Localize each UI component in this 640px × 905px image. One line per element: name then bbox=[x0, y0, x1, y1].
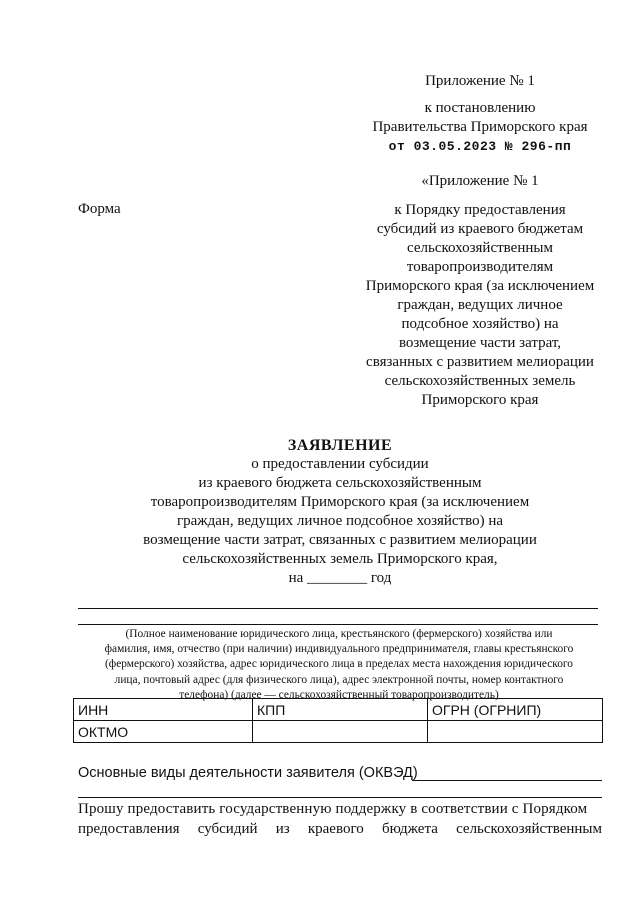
annex-block bbox=[340, 172, 620, 410]
statement-title: ЗАЯВЛЕНИЕ bbox=[287, 437, 393, 454]
annex-line: возмещение части затрат, bbox=[398, 335, 562, 351]
request-word: субсидий bbox=[197, 821, 258, 837]
applicant-name-line-2 bbox=[78, 624, 598, 625]
identifiers-table bbox=[73, 698, 603, 743]
appendix-header bbox=[360, 72, 600, 156]
government-line: Правительства Приморского края bbox=[372, 119, 588, 135]
note-line: телефона) (далее — сельскохозяйственный товаропроизводитель) bbox=[179, 688, 499, 701]
appendix-title: Приложение № 1 bbox=[425, 73, 535, 89]
statement-line: о предоставлении субсидии bbox=[251, 456, 429, 472]
statement-line: возмещение части затрат, связанных с развитием мелиорации bbox=[143, 532, 537, 548]
annex-line: граждан, ведущих личное bbox=[397, 297, 563, 313]
statement-line: из краевого бюджета сельскохозяйственным bbox=[198, 475, 482, 491]
note-line: (Полное наименование юридического лица, крестьянского (фермерского) хозяйства или bbox=[125, 628, 553, 640]
request-word: краевого bbox=[307, 821, 364, 837]
table-row bbox=[74, 721, 603, 743]
note-line: лица, почтовый адрес (для физического лица), адрес электронной почты, номер контактного bbox=[114, 673, 564, 686]
annex-line: к Порядку предоставления bbox=[394, 202, 566, 218]
empty-cell bbox=[253, 721, 428, 743]
annex-line: сельскохозяйственным bbox=[407, 240, 553, 256]
table-row bbox=[74, 699, 603, 721]
annex-title: «Приложение № 1 bbox=[421, 173, 539, 189]
annex-line: товаропроизводителям bbox=[406, 259, 554, 275]
resolution-line: к постановлению bbox=[424, 100, 536, 116]
annex-line: связанных с развитием мелиорации bbox=[366, 354, 594, 370]
statement-line: товаропроизводителям Приморского края (за исключением bbox=[150, 494, 530, 510]
inn-cell: ИНН bbox=[74, 699, 253, 721]
annex-line: подсобное хозяйство) на bbox=[401, 316, 559, 332]
form-label: Форма bbox=[78, 201, 121, 217]
request-text: Прошу предоставить государственную поддержку в соответствии с Порядком bbox=[78, 801, 588, 817]
statement-line: сельскохозяйственных земель Приморского края, bbox=[182, 551, 498, 567]
request-word: бюджета bbox=[381, 821, 438, 837]
applicant-name-line bbox=[78, 608, 598, 609]
statement-block bbox=[40, 436, 640, 588]
annex-line: Приморского края bbox=[421, 392, 539, 408]
year-blank: ________ bbox=[307, 570, 368, 586]
resolution-date-number: от 03.05.2023 № 296-пп bbox=[388, 139, 572, 154]
kpp-cell: КПП bbox=[253, 699, 428, 721]
statement-line: граждан, ведущих личное подсобное хозяйство) на bbox=[176, 513, 504, 529]
activities-line-2 bbox=[78, 797, 602, 798]
request-line-1 bbox=[78, 799, 602, 819]
annex-line: субсидий из краевого бюджетам bbox=[376, 221, 584, 237]
annex-line: сельскохозяйственных земель bbox=[384, 373, 576, 389]
annex-line: Приморского края (за исключением bbox=[365, 278, 595, 294]
note-line: фамилия, имя, отчество (при наличии) индивидуального предпринимателя, главы крестьянского bbox=[104, 643, 574, 656]
request-line-2 bbox=[78, 819, 602, 839]
oktmo-cell: ОКТМО bbox=[74, 721, 253, 743]
applicant-note bbox=[76, 627, 602, 703]
note-line: (фермерского) хозяйства, адрес юридического лица в пределах места нахождения юридического bbox=[105, 658, 573, 671]
request-paragraph bbox=[78, 799, 602, 839]
year-prefix: на bbox=[288, 570, 304, 586]
request-word: предоставления bbox=[78, 821, 180, 837]
request-word: из bbox=[275, 821, 290, 837]
activities-blank-line bbox=[412, 780, 602, 781]
year-suffix: год bbox=[370, 570, 392, 586]
statement-year-line bbox=[40, 569, 640, 588]
ogrn-cell: ОГРН (ОГРНИП) bbox=[428, 699, 603, 721]
request-word: сельскохозяйственным bbox=[456, 821, 602, 837]
activities-label: Основные виды деятельности заявителя (ОКВЭД) bbox=[78, 765, 418, 781]
empty-cell bbox=[428, 721, 603, 743]
